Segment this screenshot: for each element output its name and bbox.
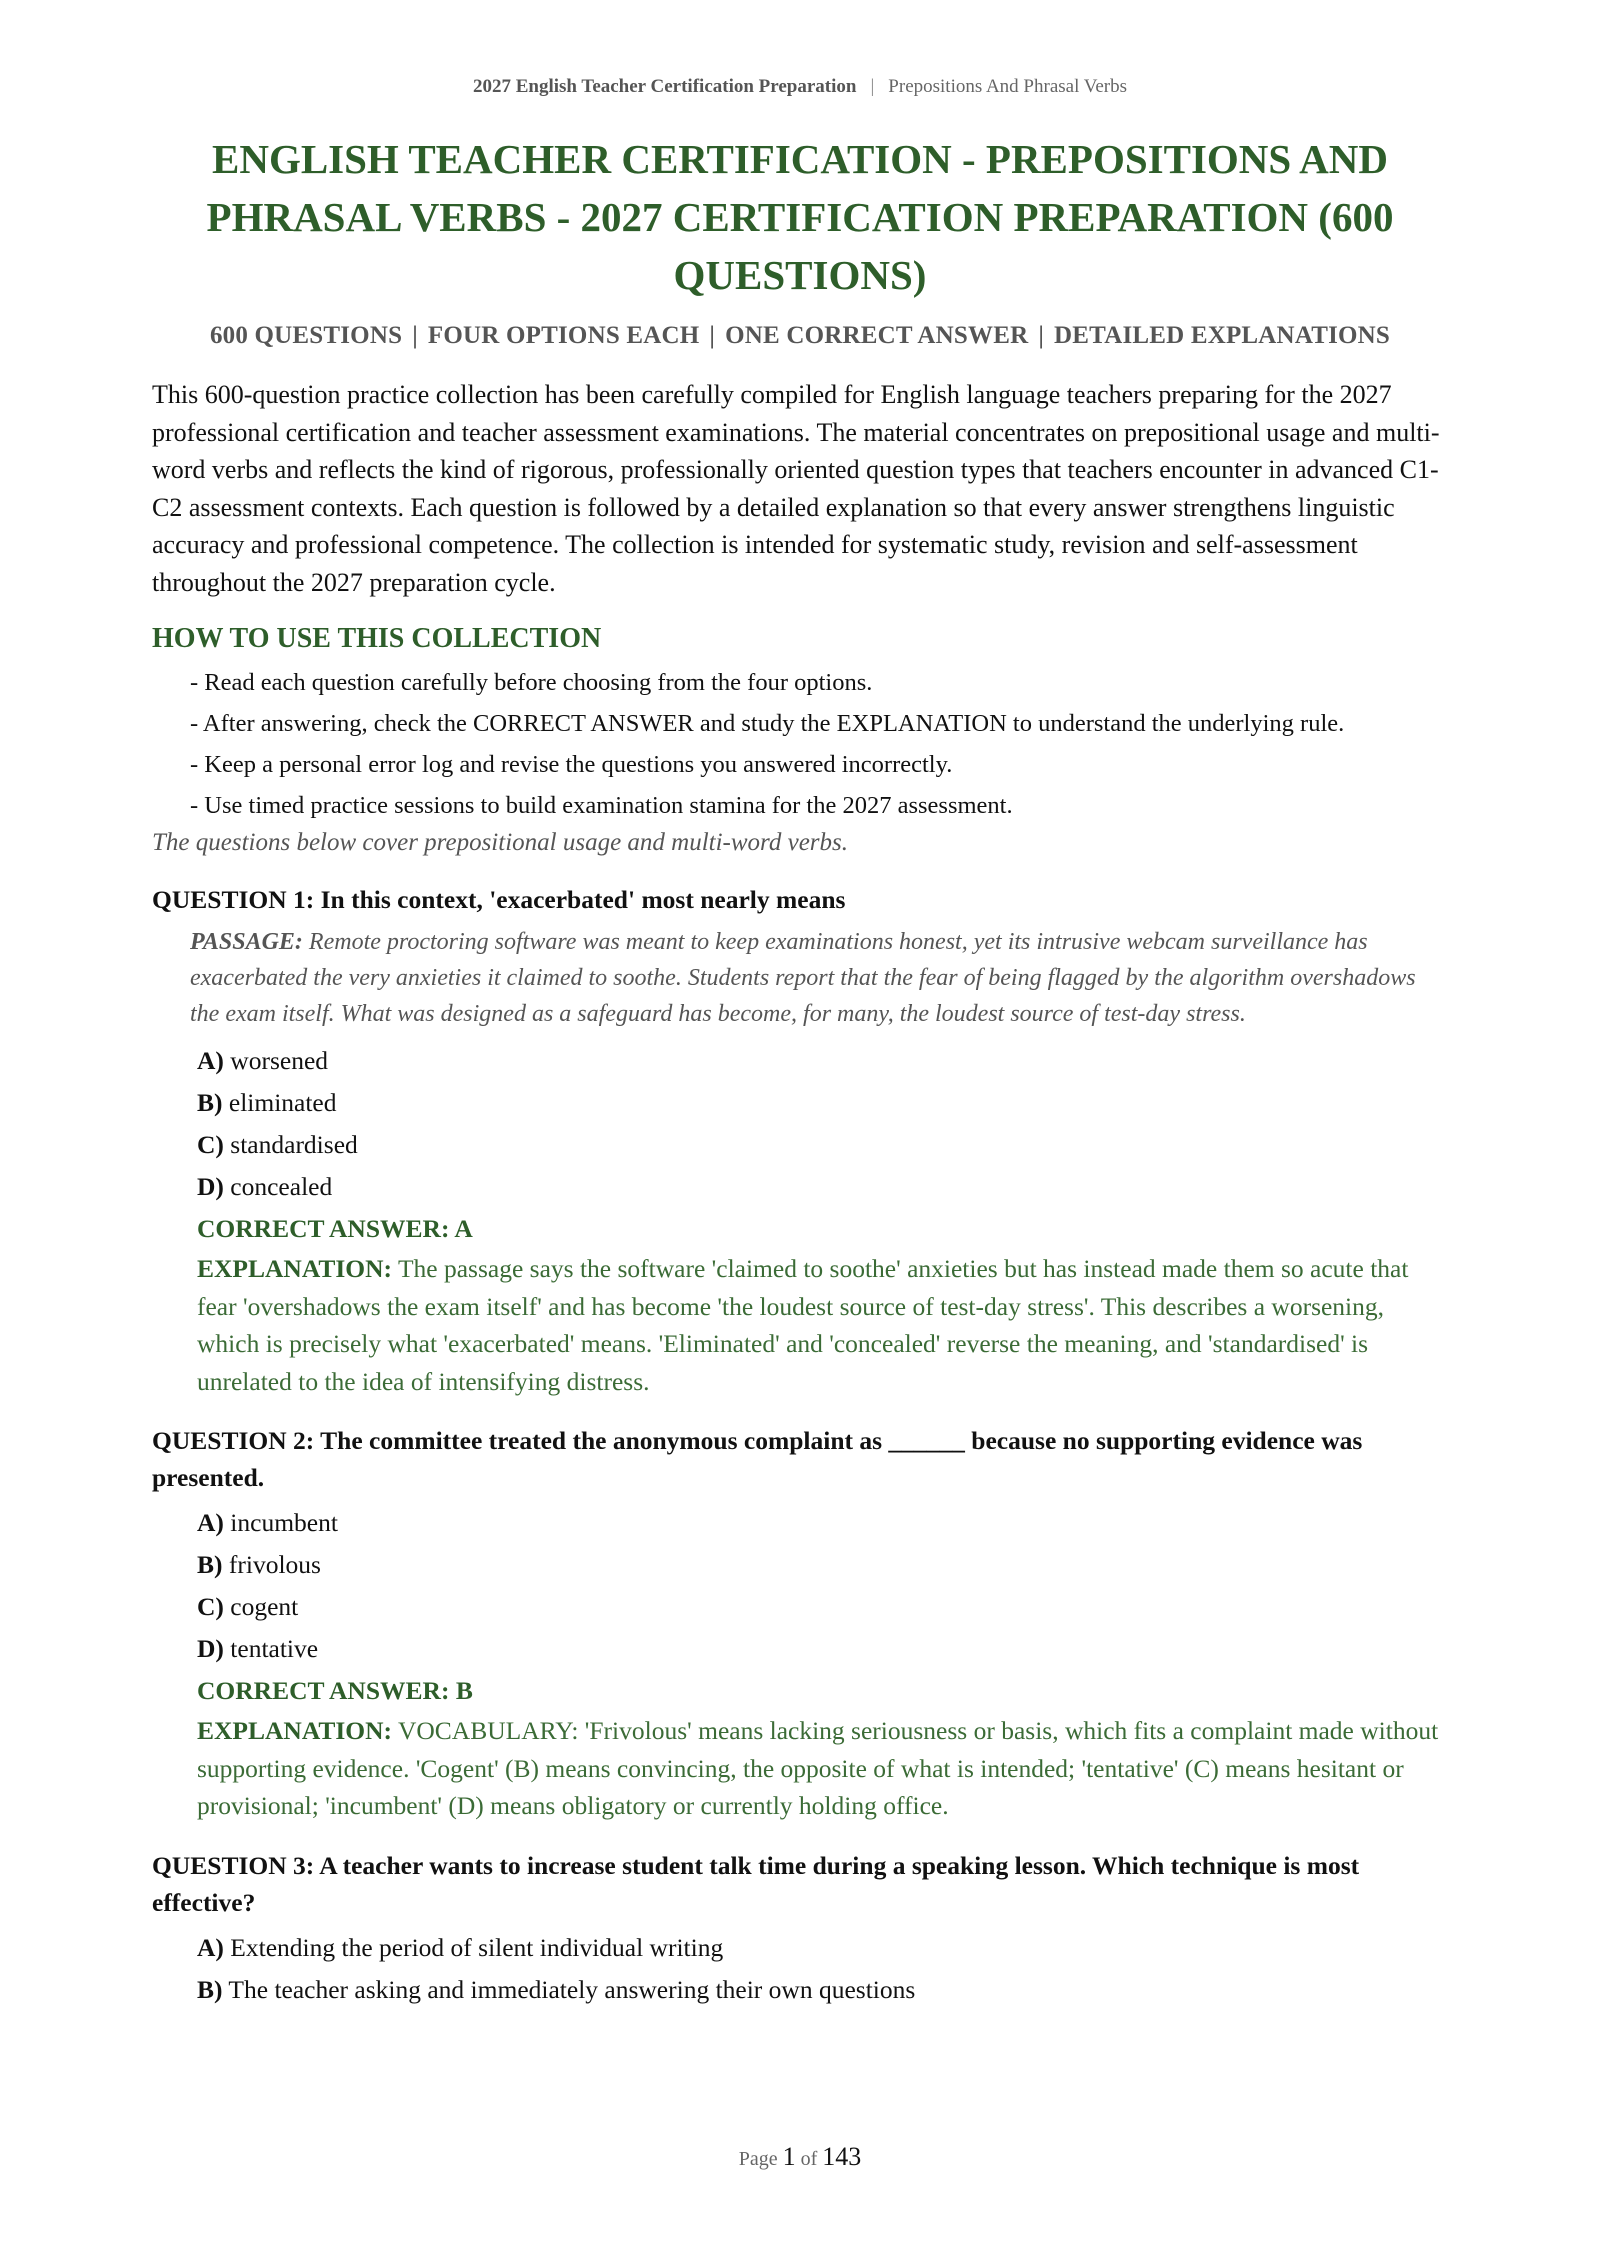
answer-option-c: [197, 1586, 1448, 1628]
passage-label: PASSAGE:: [190, 929, 303, 955]
intro-paragraph: This 600-question practice collection has been carefully compiled for English language teachers preparing for the 2027 professional certification and teacher assessment examinations. The material concentrates on prepositional usage and multi-word verbs and reflects the kind of rigorous, professionally oriented question types that teachers encounter in advanced C1-C2 assessment contexts. Each question is followed by a detailed explanation so that every answer strengthens linguistic accuracy and professional competence. The collection is intended for systematic study, revision and self-assessment throughout the 2027 preparation cycle.: [152, 380, 1440, 597]
option-letter: C): [197, 1592, 224, 1621]
running-header-separator: |: [870, 76, 875, 97]
of-word: of: [800, 2148, 818, 2170]
subtitle-separator: |: [412, 322, 418, 349]
answer-options: [152, 1502, 1448, 1670]
answer-option-a: [197, 1927, 1448, 1969]
how-to-item: - Use timed practice sessions to build examination stamina for the 2027 assessment.: [190, 792, 1013, 819]
answer-option-a: [197, 1040, 1448, 1082]
option-letter: B): [197, 1550, 223, 1579]
page-footer: [0, 2142, 1600, 2172]
option-letter: B): [197, 1088, 223, 1117]
question-2: [152, 1422, 1448, 1825]
option-text: cogent: [230, 1592, 299, 1621]
option-letter: B): [197, 1974, 223, 2004]
answer-option-d: [197, 1166, 1448, 1208]
answer-option-b: [197, 1082, 1448, 1124]
correct-answer: CORRECT ANSWER: A: [197, 1214, 473, 1243]
question-stem: QUESTION 3: A teacher wants to increase student talk time during a speaking lesson. Which technique is most effective?: [152, 1850, 1360, 1917]
running-header-title: 2027 English Teacher Certification Preparation: [472, 76, 857, 97]
answer-option-b: [197, 1544, 1448, 1586]
option-text: tentative: [230, 1634, 319, 1663]
subtitle-item: DETAILED EXPLANATIONS: [1054, 322, 1391, 349]
subtitle-item: FOUR OPTIONS EACH: [427, 322, 700, 349]
option-text: frivolous: [228, 1550, 321, 1579]
option-text: Extending the period of silent individual writing: [230, 1932, 724, 1962]
option-letter: A): [197, 1046, 224, 1075]
explanation-text: VOCABULARY: 'Frivolous' means lacking seriousness or basis, which fits a complaint made without supporting evidence. 'Cogent' (B) means convincing, the opposite of what is intended; 'tentative' (C) means hesitant or provisional; 'incumbent' (D) means obligatory or currently holding office.: [197, 1716, 1439, 1820]
answer-option-d: [197, 1628, 1448, 1670]
answer-options: [152, 1927, 1448, 2011]
document-subtitle: [152, 322, 1448, 350]
explanation-label: EXPLANATION:: [197, 1716, 393, 1745]
option-letter: D): [197, 1634, 224, 1663]
option-letter: A): [197, 1508, 224, 1537]
running-header-section: Prepositions And Phrasal Verbs: [888, 76, 1128, 97]
how-to-list: [152, 665, 1448, 824]
passage-text: Remote proctoring software was meant to keep examinations honest, yet its intrusive webcam surveillance has exacerbated the very anxieties it claimed to soothe. Students report that the fear of being flagged by the algorithm overshadows the exam itself. What was designed as a safeguard has become, for many, the loudest source of test-day stress.: [190, 929, 1416, 1027]
page-word: Page: [738, 2148, 778, 2170]
page-number: 1: [782, 2142, 796, 2171]
question-passage: [152, 924, 1448, 1032]
how-to-item: - Keep a personal error log and revise the questions you answered incorrectly.: [190, 751, 953, 778]
running-header: [0, 76, 1600, 98]
explanation-text: The passage says the software 'claimed to soothe' anxieties but has instead made them so acute that fear 'overshadows the exam itself' and has become 'the loudest source of test-day stress'. This describes a worsening, which is precisely what 'exacerbated' means. 'Eliminated' and 'concealed' reverse the meaning, and 'standardised' is unrelated to the idea of intensifying distress.: [197, 1254, 1409, 1396]
how-to-heading: HOW TO USE THIS COLLECTION: [152, 623, 602, 654]
total-pages: 143: [822, 2142, 862, 2171]
option-letter: D): [197, 1172, 224, 1201]
subtitle-separator: |: [709, 322, 716, 349]
subtitle-item: ONE CORRECT ANSWER: [725, 322, 1029, 349]
answer-option-a: [197, 1502, 1448, 1544]
explanation: [152, 1712, 1448, 1825]
option-text: The teacher asking and immediately answering their own questions: [228, 1974, 916, 2004]
question-1: [152, 881, 1448, 1400]
how-to-item: - Read each question carefully before choosing from the four options.: [190, 669, 873, 696]
correct-answer: CORRECT ANSWER: B: [197, 1676, 473, 1705]
answer-option-b: [197, 1969, 1448, 2011]
answer-options: [152, 1040, 1448, 1208]
option-letter: C): [197, 1130, 224, 1159]
subtitle-separator: |: [1038, 322, 1045, 349]
option-text: eliminated: [228, 1088, 337, 1117]
option-text: standardised: [230, 1130, 358, 1159]
option-text: incumbent: [230, 1508, 338, 1537]
answer-option-c: [197, 1124, 1448, 1166]
option-text: concealed: [230, 1172, 333, 1201]
page-content: [152, 130, 1448, 2033]
coverage-note: The questions below cover prepositional usage and multi-word verbs.: [152, 829, 849, 856]
question-stem: QUESTION 2: The committee treated the anonymous complaint as ______ because no supporting evidence was presented.: [152, 1426, 1363, 1492]
document-title: ENGLISH TEACHER CERTIFICATION - PREPOSITIONS AND PHRASAL VERBS - 2027 CERTIFICATION PREPARATION (600 QUESTIONS): [206, 136, 1394, 298]
option-text: worsened: [230, 1046, 329, 1075]
question-stem: QUESTION 1: In this context, 'exacerbated' most nearly means: [152, 885, 846, 914]
option-letter: A): [197, 1932, 224, 1962]
how-to-item: - After answering, check the CORRECT ANSWER and study the EXPLANATION to understand the underlying rule.: [190, 710, 1345, 737]
explanation-label: EXPLANATION:: [197, 1254, 393, 1283]
explanation: [152, 1250, 1448, 1400]
question-3: [152, 1847, 1448, 2011]
subtitle-item: 600 QUESTIONS: [209, 322, 403, 349]
